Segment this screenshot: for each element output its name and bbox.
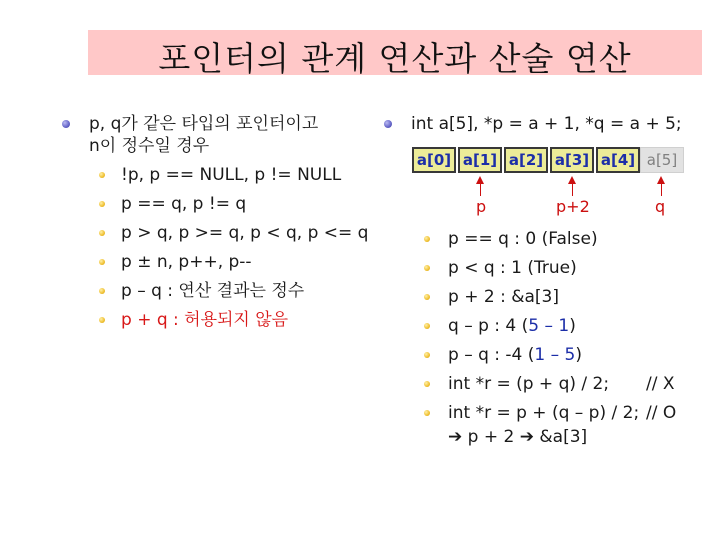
left-item: p – q : 연산 결과는 정수 <box>121 281 305 301</box>
result-value: &a[3] <box>539 427 588 447</box>
result-line <box>448 427 587 447</box>
item-expression: 1 – 5 <box>534 345 576 365</box>
invalid-mark: // X <box>646 374 675 394</box>
sub-bullet-icon <box>99 172 105 178</box>
sub-bullet-icon <box>424 352 430 358</box>
slide-title: 포인터의 관계 연산과 산술 연산 <box>158 39 632 78</box>
pointer-label-p: p <box>476 197 487 216</box>
sub-bullet-icon <box>424 236 430 242</box>
item-suffix: ) <box>575 345 583 365</box>
array-cell: a[2] <box>504 147 548 173</box>
left-item: p > q, p >= q, p < q, p <= q <box>121 223 369 243</box>
pointer-label-p-plus-2: p+2 <box>556 197 590 216</box>
right-item-p-minus-q <box>448 345 582 365</box>
bullet-icon <box>384 120 392 128</box>
bullet-icon <box>62 120 70 128</box>
title-bar <box>88 30 702 78</box>
right-item-q-minus-p <box>448 316 576 336</box>
sub-bullet-icon <box>99 317 105 323</box>
pointer-arrow-line <box>572 183 573 196</box>
array-cell: a[0] <box>412 147 456 173</box>
right-item-code: int *r = p + (q – p) / 2; <box>448 403 640 423</box>
pointer-arrow-line <box>661 183 662 196</box>
result-expression: p + 2 <box>467 427 515 447</box>
left-item: !p, p == NULL, p != NULL <box>121 165 342 185</box>
left-item-forbidden: p + q : 허용되지 않음 <box>121 310 289 330</box>
pointer-arrow-line <box>480 183 481 196</box>
valid-mark: // O <box>646 403 677 423</box>
right-item: p == q : 0 (False) <box>448 229 598 249</box>
array-cell-out-of-range: a[5] <box>640 147 684 173</box>
sub-bullet-icon <box>424 265 430 271</box>
right-item-code: int *r = (p + q) / 2; <box>448 374 610 394</box>
array-cell: a[3] <box>550 147 594 173</box>
sub-bullet-icon <box>99 259 105 265</box>
right-heading: int a[5], *p = a + 1, *q = a + 5; <box>411 114 682 134</box>
left-heading-line2: n이 정수일 경우 <box>89 136 210 156</box>
left-item: p ± n, p++, p-- <box>121 252 252 272</box>
left-item: p == q, p != q <box>121 194 247 214</box>
sub-bullet-icon <box>99 288 105 294</box>
sub-bullet-icon <box>424 381 430 387</box>
item-prefix: p – q : -4 ( <box>448 345 535 365</box>
right-arrow-icon: ➔ <box>519 427 534 447</box>
array-cell: a[4] <box>596 147 640 173</box>
sub-bullet-icon <box>424 294 430 300</box>
item-suffix: ) <box>569 316 576 336</box>
right-item: p < q : 1 (True) <box>448 258 577 278</box>
sub-bullet-icon <box>424 323 430 329</box>
item-expression: 5 – 1 <box>528 316 570 336</box>
left-heading-line1: p, q가 같은 타입의 포인터이고 <box>89 114 319 134</box>
sub-bullet-icon <box>424 410 430 416</box>
pointer-label-q: q <box>655 197 666 216</box>
array-cell: a[1] <box>458 147 502 173</box>
right-arrow-icon: ➔ <box>448 427 463 447</box>
item-prefix: q – p : 4 ( <box>448 316 529 336</box>
sub-bullet-icon <box>99 230 105 236</box>
sub-bullet-icon <box>99 201 105 207</box>
right-item: p + 2 : &a[3] <box>448 287 559 307</box>
